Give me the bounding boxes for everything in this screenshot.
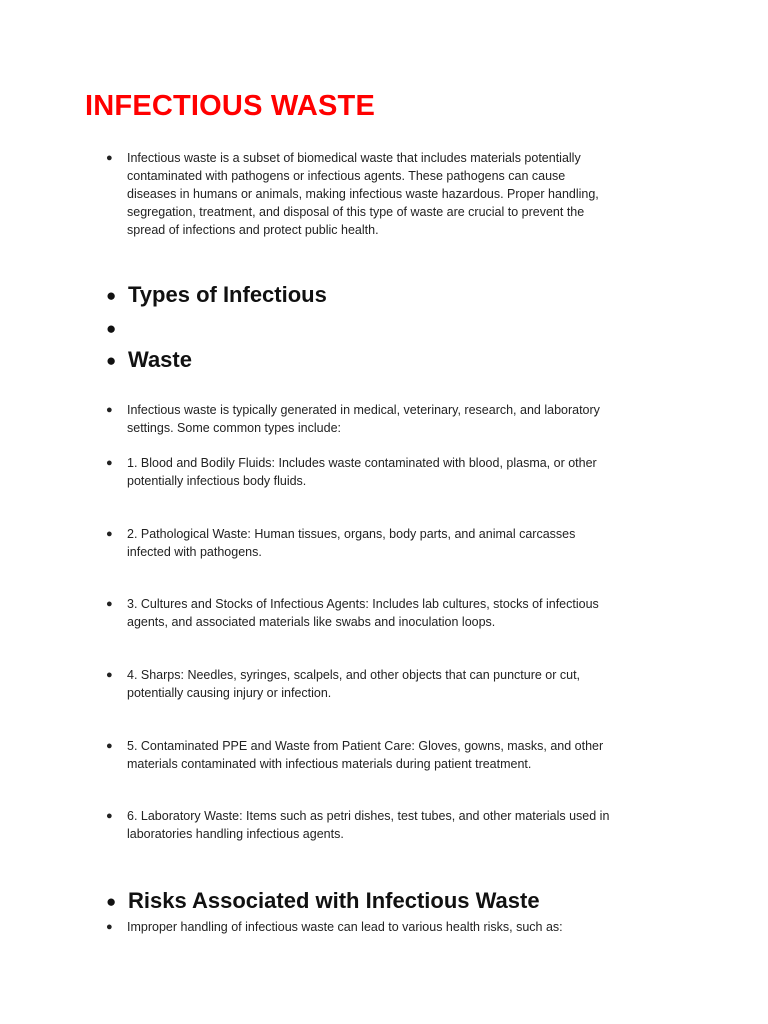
bullet-dot-icon: ●	[106, 404, 113, 416]
types-heading-line-2	[106, 313, 128, 344]
bullet-dot-icon: ●	[106, 152, 113, 164]
types-heading-line-1	[106, 280, 327, 311]
types-heading-line-3	[106, 345, 192, 376]
type-item-pathological	[0, 525, 768, 561]
bullet-dot-icon: ●	[106, 810, 113, 822]
intro-list-item	[0, 149, 768, 239]
risks-heading	[106, 886, 540, 917]
bullet-dot-icon: ●	[106, 669, 113, 681]
type-item-text: 6. Laboratory Waste: Items such as petri dishes, test tubes, and other materials used in laboratories handling infectious agents.	[127, 809, 610, 841]
risks-intro-paragraph: Improper handling of infectious waste can lead to various health risks, such as:	[127, 920, 563, 934]
risks-heading-text: Risks Associated with Infectious Waste	[128, 888, 540, 913]
type-item-ppe	[0, 737, 768, 773]
types-heading-text: Types of Infectious	[128, 282, 327, 307]
bullet-dot-icon: ●	[106, 740, 113, 752]
type-item-blood	[0, 454, 768, 490]
heading-bullet-icon: ●	[106, 286, 117, 305]
types-heading-waste-text: Waste	[128, 347, 192, 372]
bullet-dot-icon: ●	[106, 921, 113, 933]
heading-bullet-icon: ●	[106, 351, 117, 370]
types-intro-item	[0, 401, 768, 437]
bullet-dot-icon: ●	[106, 457, 113, 469]
document-title: INFECTIOUS WASTE	[85, 90, 375, 122]
bullet-dot-icon: ●	[106, 598, 113, 610]
type-item-text: 2. Pathological Waste: Human tissues, organs, body parts, and animal carcasses infected with pathogens.	[127, 527, 576, 559]
type-item-text: 5. Contaminated PPE and Waste from Patient Care: Gloves, gowns, masks, and other materials contaminated with infectious materials during patient treatment.	[127, 739, 604, 771]
type-item-text: 3. Cultures and Stocks of Infectious Agents: Includes lab cultures, stocks of infectious agents, and associated materials like swabs and inoculation loops.	[127, 597, 599, 629]
risks-intro-item	[0, 918, 768, 936]
heading-bullet-icon: ●	[106, 892, 117, 911]
types-intro-paragraph: Infectious waste is typically generated in medical, veterinary, research, and laboratory settings. Some common types include:	[127, 403, 600, 435]
type-item-cultures	[0, 595, 768, 631]
heading-bullet-icon: ●	[106, 319, 117, 338]
bullet-dot-icon: ●	[106, 528, 113, 540]
type-item-laboratory	[0, 807, 768, 843]
type-item-sharps	[0, 666, 768, 702]
type-item-text: 4. Sharps: Needles, syringes, scalpels, and other objects that can puncture or cut, potentially causing injury or infection.	[127, 668, 581, 700]
intro-paragraph: Infectious waste is a subset of biomedical waste that includes materials potentially contaminated with pathogens or infectious agents. These pathogens can cause diseases in humans or animals, making infectious waste hazardous. Proper handling, segregation, treatment, and disposal of this type of waste are crucial to prevent the spread of infections and protect public health.	[127, 151, 599, 237]
type-item-text: 1. Blood and Bodily Fluids: Includes waste contaminated with blood, plasma, or other potentially infectious body fluids.	[127, 456, 597, 488]
